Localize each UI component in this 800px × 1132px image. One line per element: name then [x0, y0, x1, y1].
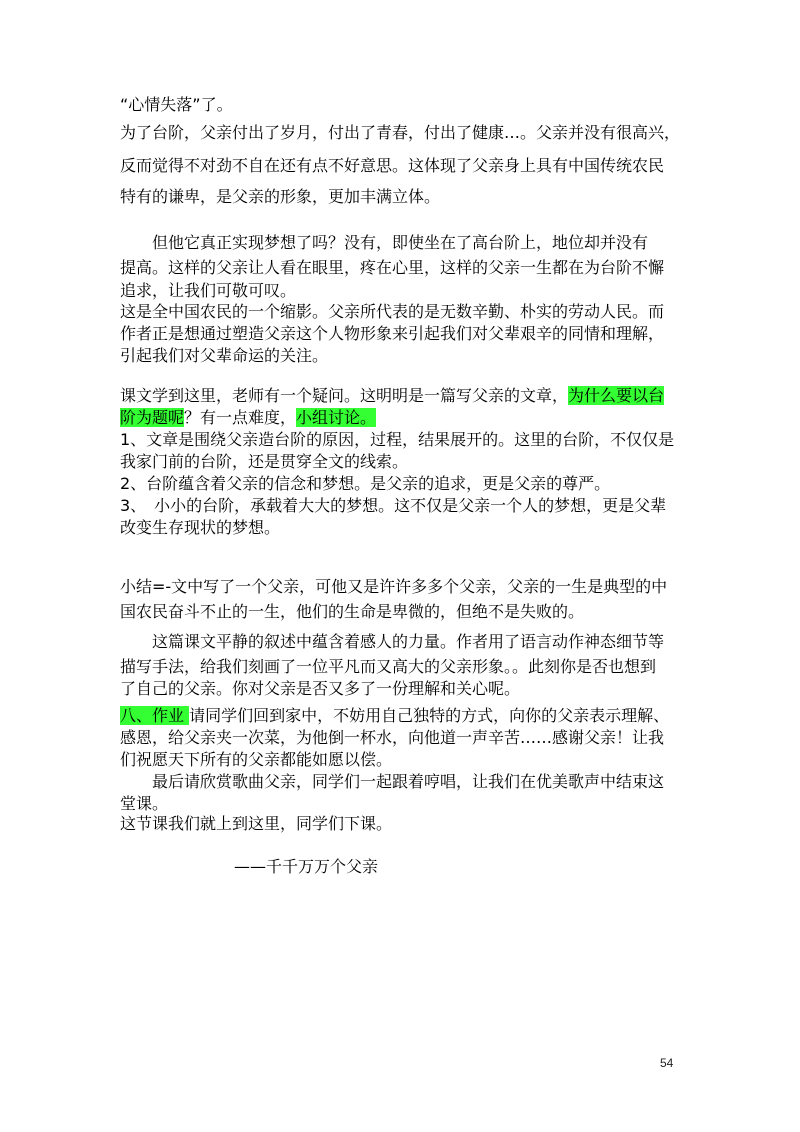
text-segment: ——千千万万个父亲	[186, 857, 379, 876]
text-line	[120, 155, 664, 177]
text-line	[120, 793, 168, 815]
text-line	[120, 232, 648, 254]
text-segment: 们祝愿天下所有的父亲都能如愿以偿。	[120, 750, 393, 769]
text-line	[120, 473, 610, 495]
text-segment: “心情失落”了。	[120, 95, 233, 114]
text-line	[120, 280, 296, 302]
text-line	[120, 385, 664, 407]
text-segment: 堂课。	[120, 794, 169, 813]
text-segment: 引起我们对父辈命运的关注。	[120, 346, 329, 365]
text-line	[120, 345, 328, 367]
text-line	[186, 856, 378, 878]
text-line	[120, 705, 669, 727]
text-segment: 3、 小小的台阶，承载着大大的梦想。这不仅是父亲一个人的梦想，更是父辈	[120, 496, 667, 515]
text-segment: 国农民奋斗不止的一生，他们的生命是卑微的，但绝不是失败的。	[120, 602, 585, 621]
text-segment: 描写手法，给我们刻画了一位平凡而又高大的父亲形象。。此刻你是否也想到	[120, 657, 657, 676]
text-segment: 最后请欣赏歌曲父亲，同学们一起跟着哼唱，让我们在优美歌声中结束这	[120, 772, 665, 791]
text-line	[120, 678, 520, 700]
text-segment: 这篇课文平静的叙述中蕴含着感人的力量。作者用了语言动作神态细节等	[120, 632, 665, 651]
text-line	[120, 771, 664, 793]
text-line	[120, 301, 664, 323]
text-line	[120, 517, 280, 539]
text-line	[120, 186, 440, 208]
page-number: 54	[660, 1056, 674, 1070]
text-segment: 改变生存现状的梦想。	[120, 518, 281, 537]
text-line	[120, 727, 664, 749]
text-segment: 反而觉得不对劲不自在还有点不好意思。这体现了父亲身上具有中国传统农民	[120, 156, 665, 175]
text-line	[120, 323, 664, 345]
text-segment: 作者正是想通过塑造父亲这个人物形象来引起我们对父辈艰辛的同情和理解，	[120, 324, 665, 343]
text-segment: 为了台阶，父亲付出了岁月，付出了青春，付出了健康…。父亲并没有很高兴，	[120, 123, 681, 142]
text-segment: 请同学们回到家中，不妨用自己独特的方式，向你的父亲表示理解、	[189, 706, 670, 725]
highlighted-text: 八、作业	[120, 706, 190, 725]
text-line	[120, 94, 233, 116]
highlighted-text: 小组讨论。	[296, 408, 377, 427]
highlighted-text: 为什么要以台	[568, 386, 665, 405]
text-line	[120, 407, 376, 429]
text-segment: 2、台阶蕴含着父亲的信念和梦想。是父亲的追求，更是父亲的尊严。	[120, 474, 611, 493]
text-segment: 我家门前的台阶，还是贯穿全文的线索。	[120, 452, 409, 471]
text-segment: 这是全中国农民的一个缩影。父亲所代表的是无数辛勤、朴实的劳动人民。而	[120, 302, 665, 321]
text-line	[120, 451, 408, 473]
text-line	[120, 601, 584, 623]
text-segment: 了自己的父亲。你对父亲是否又多了一份理解和关心呢。	[120, 679, 521, 698]
text-segment: 追求，让我们可敬可叹。	[120, 281, 297, 300]
text-segment: 课文学到这里，老师有一个疑问。这明明是一篇写父亲的文章，	[120, 386, 569, 405]
text-line	[120, 257, 664, 279]
text-segment: 特有的谦卑，是父亲的形象，更加丰满立体。	[120, 187, 441, 206]
text-line	[120, 749, 392, 771]
text-line	[120, 813, 392, 835]
text-segment: 但他它真正实现梦想了吗？没有，即使坐在了高台阶上，地位却并没有	[120, 233, 649, 252]
text-line	[120, 631, 664, 653]
text-segment: 这节课我们就上到这里，同学们下课。	[120, 814, 393, 833]
text-line	[120, 656, 656, 678]
text-line	[120, 429, 674, 451]
text-segment: ？有一点难度，	[184, 408, 297, 427]
text-line	[120, 122, 680, 144]
text-line	[120, 576, 667, 598]
text-segment: 提高。这样的父亲让人看在眼里，疼在心里，这样的父亲一生都在为台阶不懈	[120, 258, 665, 277]
text-segment: 感恩，给父亲夹一次菜，为他倒一杯水，向他道一声辛苦……感谢父亲！让我	[120, 728, 665, 747]
highlighted-text: 阶为题呢	[120, 408, 185, 427]
text-segment: 1、文章是围绕父亲造台阶的原因，过程，结果展开的。这里的台阶，不仅仅是	[120, 430, 675, 449]
text-segment: 小结=-文中写了一个父亲，可他又是许许多多个父亲，父亲的一生是典型的中	[120, 577, 668, 596]
text-line	[120, 495, 666, 517]
